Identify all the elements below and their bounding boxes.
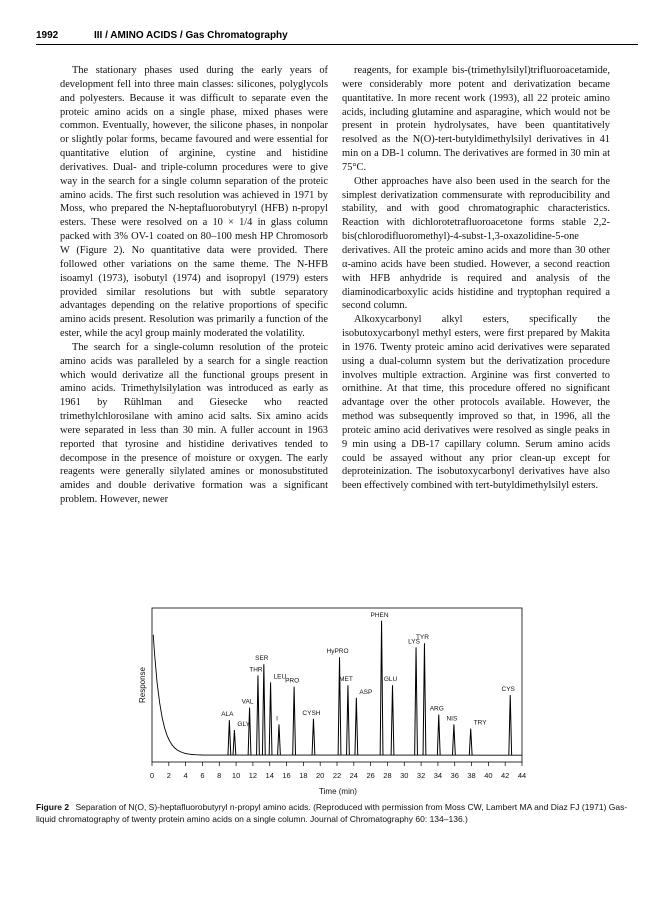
peak-label: LYS <box>408 638 420 646</box>
paragraph: The search for a single-column resolution of the proteic amino acids was paralleled by a search for a single reaction which would derivatize all the functional groups present in amino acids. Trimethylsilylation was introduced as early as 1961 by Rühlman and Giesecke who reacted trimethylchlorosilane with amino acid salts. Six amino acids were separated in less than 30 min. A fuller account in 1963 reported that tyrosine and histidine derivatives tended to decompose in the presence of moisture or oxygen. The early reagents were generally silylated amines or monosubstituted amides and double derivative formation was a significant problem. However, newer <box>60 341 328 506</box>
x-tick-label: 4 <box>183 771 188 780</box>
running-title: III / AMINO ACIDS / Gas Chromatography <box>94 30 288 41</box>
figure-caption <box>36 802 636 825</box>
x-tick-label: 22 <box>332 771 342 780</box>
x-tick-label: 42 <box>501 771 510 780</box>
peak-label: HyPRO <box>326 648 349 656</box>
peak-label: PHEN <box>370 611 389 619</box>
peak-lys <box>415 647 418 755</box>
paragraph: Other approaches have also been used in the search for the simplest derivatization commensurate with reproducibility and stability, and with good chromatographic characteristics. Reaction with dichlorotetrafluoroacetone forms stable 2,2-bis(chlorodifluoromethyl)-4-subst-1,3-oxazolidine-5-one derivatives. All the proteic amino acids and more than 30 other α-amino acids have been studied. However, a second reaction with HFB anhydride is required and analysis of the diaminodicarboxylic acids histidine and tryptophan required a second column. <box>342 175 610 312</box>
x-tick-label: 38 <box>467 771 476 780</box>
peak-val <box>248 708 251 756</box>
peak-nis <box>452 724 455 755</box>
peak-glu <box>391 685 394 755</box>
peak-cys <box>509 695 512 755</box>
peak-label: ARG <box>429 705 444 713</box>
x-tick-label: 36 <box>450 771 459 780</box>
right-text-column <box>342 64 610 493</box>
x-tick-label: 2 <box>166 771 171 780</box>
paragraph: The stationary phases used during the early years of development fell into three main classes: silicones, polyglycols and polyesters. Because it was difficult to separate even the proteic amino acids on a single phase, mixed phases were common. Eventually, however, the silicone phases, in nonpolar or slightly polar forms, became favoured and were essential for quantitative elution of arginine, cystine and histidine derivatives. Dual- and triple-column procedures were to give way in the search for a single column separation of the proteic amino acids. The first such resolution was achieved in 1971 by Moss, who prepared the N-heptafluorobutyryl (HFB) n-propyl esters. These were resolved on a 10 × 1/4 in glass column packed with 3% OV-1 coated on 80–100 mesh HP Chromosorb W (Figure 2). No quantitative data were provided. There followed other variations on the same theme. The N-HFB isoamyl (1973), isobutyl (1974) and isopropyl (1979) esters provided similar resolutions but with subtle separatory advantages depending on the relative proportions of specific amino acids present. Resolution was primarily a function of the ester, while the acyl group mainly moderated the volatility. <box>60 65 328 340</box>
peak-label: CYSH <box>302 709 321 717</box>
peak-asp <box>355 698 358 755</box>
x-tick-label: 0 <box>149 771 155 780</box>
peak-label: I <box>276 715 278 723</box>
running-header <box>36 28 638 45</box>
x-tick-label: 28 <box>383 771 392 780</box>
peak-tyr <box>423 643 426 755</box>
peak-label: CYS <box>501 686 515 693</box>
peak-label: SER <box>255 655 269 663</box>
peak-gly <box>233 730 236 755</box>
peak-hypro <box>338 657 341 755</box>
x-tick-label: 10 <box>231 771 241 780</box>
figure-label: Figure 2 <box>36 802 70 812</box>
peak-arg <box>437 715 440 756</box>
x-tick-label: 34 <box>433 771 443 780</box>
peak-label: MET <box>339 676 353 684</box>
caption-text: Separation of N(O, S)-heptafluorobutyryl n-propyl amino acids. (Reproduced with permission from Moss CW, Lambert MA and Diaz FJ (1971) Gas-liquid chromatography of twenty protein amino acids on a single column. Journal of Chromatography 60: 134–136.) <box>36 802 628 824</box>
x-tick-label: 14 <box>265 771 274 780</box>
x-tick-label: 40 <box>484 771 493 780</box>
x-axis-label: Time (min) <box>319 787 357 796</box>
x-tick-label: 6 <box>200 771 205 780</box>
peak-label: ASP <box>359 688 373 696</box>
x-tick-label: 20 <box>316 771 325 780</box>
chromatogram-figure <box>140 604 530 800</box>
peak-try <box>469 729 472 756</box>
peak-met <box>347 685 350 755</box>
peak-label: TRY <box>473 719 487 727</box>
chromatogram-chart <box>140 604 530 800</box>
x-tick-label: 8 <box>217 771 222 780</box>
peak-cysh <box>312 719 315 755</box>
page-number: 1992 <box>36 30 59 41</box>
x-tick-label: 18 <box>299 771 308 780</box>
x-tick-label: 32 <box>416 771 426 780</box>
x-tick-label: 44 <box>517 771 527 780</box>
left-text-column <box>60 64 328 507</box>
peak-label: TYR <box>415 634 429 642</box>
x-tick-label: 30 <box>400 771 409 780</box>
peak-i <box>278 724 281 755</box>
peak-label: PRO <box>285 677 300 685</box>
x-tick-label: 24 <box>349 771 358 780</box>
peak-label: ALA <box>221 711 234 719</box>
peak-label: GLY <box>237 721 250 728</box>
x-tick-label: 12 <box>248 771 258 780</box>
paragraph: Alkoxycarbonyl alkyl esters, specifically the isobutoxycarbonyl methyl esters, were first prepared by Makita in 1976. Twenty proteic amino acid derivatives were separated using a dual-column system but the derivatization procedure involves multiple extraction. Arginine was first converted to ornithine. At that time, this procedure offered no significant advantage over the other protocols available. However, the method was subsequently improved so that, in 1996, all the proteic amino acid derivatives were resolved as single peaks in 9 min using a DB-17 capillary column. Serum amino acids could be assayed without any prior clean-up except for deproteinization. The isobutoxycarbonyl derivatives have also been effectively combined with tert-butyldimethylsilyl esters. <box>342 314 610 492</box>
peak-label: THR <box>249 666 263 674</box>
plot-frame <box>152 608 522 762</box>
peak-label: VAL <box>241 698 254 706</box>
peak-label: GLU <box>383 676 398 684</box>
paragraph: reagents, for example bis-(trimethylsilyl)trifluoroacetamide, were considerably more potent and derivatization became quantitative. In more recent work (1993), all 22 proteic amino acids, including glutamine and asparagine, which would not be present in protein hydrolysates, have been quantitatively resolved as the N(O)-tert-butyldimethylsilyl derivatives in 41 min on a DB-1 column. The derivatives are formed in 30 min at 75°C. <box>342 65 610 173</box>
peak-label: LEU <box>273 673 287 681</box>
peak-thr <box>257 675 260 755</box>
peak-phen <box>380 621 383 755</box>
x-tick-label: 26 <box>366 771 375 780</box>
peak-ala <box>228 720 231 755</box>
peak-ser <box>262 664 265 755</box>
peak-leu <box>269 682 272 755</box>
peak-label: NIS <box>446 715 458 723</box>
y-axis-label: Response <box>138 666 147 704</box>
peak-pro <box>293 687 296 756</box>
x-tick-label: 16 <box>282 771 291 780</box>
